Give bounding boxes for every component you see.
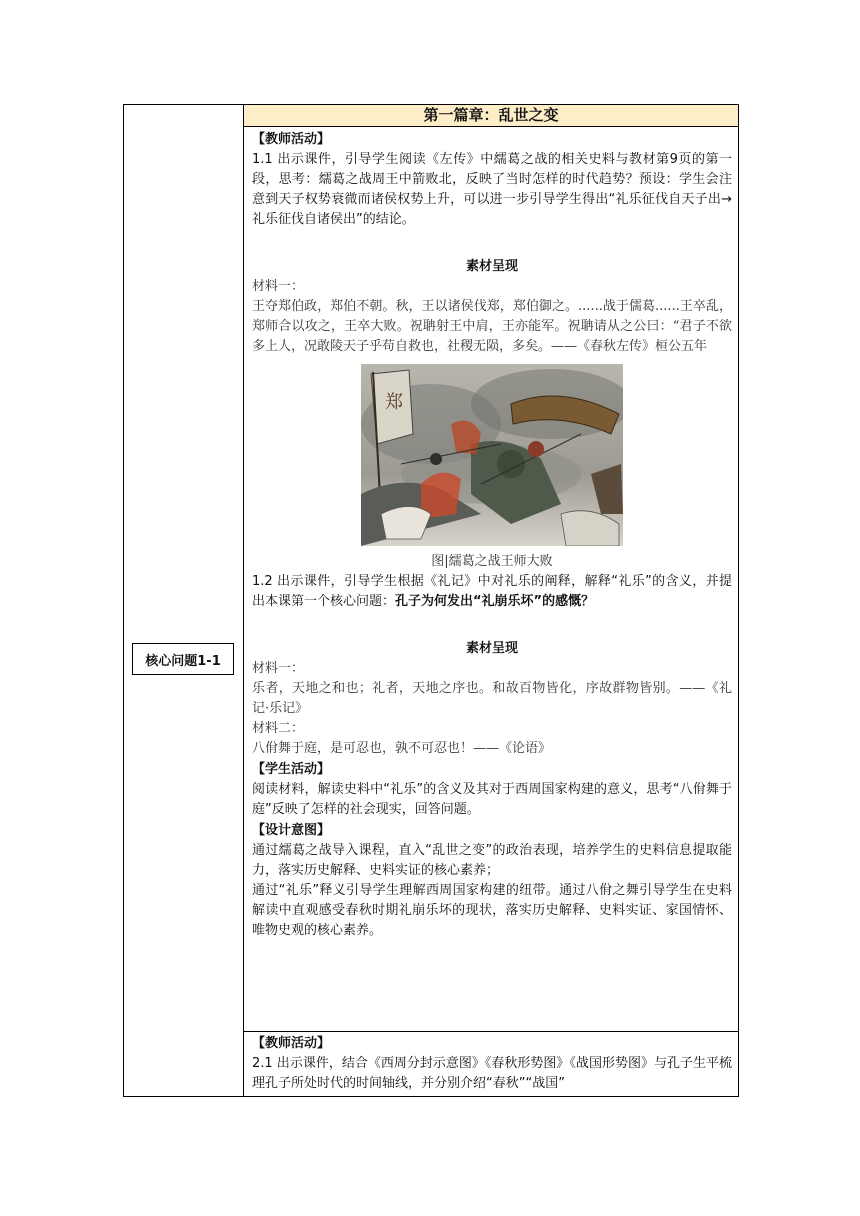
design-intent-heading: 【设计意图】 [252, 823, 331, 838]
material-1-label: 材料一： [252, 279, 305, 294]
lesson-table [123, 104, 739, 1097]
figure-caption: 图|繻葛之战王师大败 [431, 554, 553, 569]
paragraph-1-2-text: 1.2 出示课件，引导学生根据《礼记》中对礼乐的阐释，解释“礼乐”的含义，并提出本课第一个核心问题： [252, 574, 732, 609]
material-2b-text: 八佾舞于庭，是可忍也，孰不可忍也！——《论语》 [252, 741, 552, 756]
paragraph-1-1: 1.1 出示课件，引导学生阅读《左传》中繻葛之战的相关史料与教材第9页的第一段，思考：繻葛之战周王中箭败北，反映了当时怎样的时代趋势？预设：学生会注意到天子权势衰微而诸侯权势上升，可以进一步引导学生得出“礼乐征伐自天子出→礼乐征伐自诸侯出”的结论。 [252, 152, 732, 227]
material-heading: 素材呈现 [465, 259, 518, 274]
material-heading-2: 素材呈现 [465, 641, 518, 656]
chapter-title: 第一篇章：乱世之变 [244, 105, 738, 127]
paragraph-2-1: 2.1 出示课件，结合《西周分封示意图》《春秋形势图》《战国形势图》与孔子生平梳理孔子所处时代的时间轴线，并分别介绍“春秋”“战国” [252, 1056, 732, 1091]
student-activity-heading: 【学生活动】 [252, 762, 331, 777]
svg-text:郑: 郑 [385, 392, 403, 413]
material-2a-text: 乐者，天地之和也；礼者，天地之序也。和故百物皆化，序故群物皆别。——《礼记·乐记》 [252, 681, 732, 716]
section-2 [252, 1033, 732, 1094]
row-divider [244, 1031, 738, 1032]
teacher-activity-heading: 【教师活动】 [252, 132, 331, 147]
material-2b-label: 材料二： [252, 721, 305, 736]
student-activity-text: 阅读材料，解读史料中“礼乐”的含义及其对于西周国家构建的意义，思考“八佾舞于庭”反映了怎样的社会现实，回答问题。 [252, 782, 732, 817]
core-question-label: 核心问题1-1 [132, 643, 234, 675]
material-1-text: 王夺郑伯政，郑伯不朝。秋，王以诸侯伐郑，郑伯御之。......战于儒葛......王卒乱，郑师合以攻之，王卒大败。祝聃射王中肩，王亦能军。祝聃请从之公曰：“君子不欲多上人，况敢陵天子乎苟自救也，社稷无陨，多矣。——《春秋左传》桓公五年 [252, 299, 732, 354]
paragraph-1-2 [252, 572, 732, 612]
design-intent-text-2: 通过“礼乐”释义引导学生理解西周国家构建的纽带。通过八佾之舞引导学生在史料解读中直观感受春秋时期礼崩乐坏的现状，落实历史解释、史料实证、家国情怀、唯物史观的核心素养。 [252, 883, 732, 938]
left-label-column [124, 105, 244, 1096]
material-2a-label: 材料一： [252, 661, 305, 676]
battle-painting-image [361, 364, 623, 546]
design-intent-text-1: 通过繻葛之战导入课程，直入“乱世之变”的政治表现，培养学生的史料信息提取能力，落实历史解释、史料实证的核心素养； [252, 843, 732, 878]
core-question-text: 孔子为何发出“礼崩乐坏”的感慨？ [395, 594, 595, 609]
content-column [244, 105, 738, 1096]
teacher-activity-heading-2: 【教师活动】 [252, 1036, 331, 1051]
section-1 [252, 129, 732, 941]
